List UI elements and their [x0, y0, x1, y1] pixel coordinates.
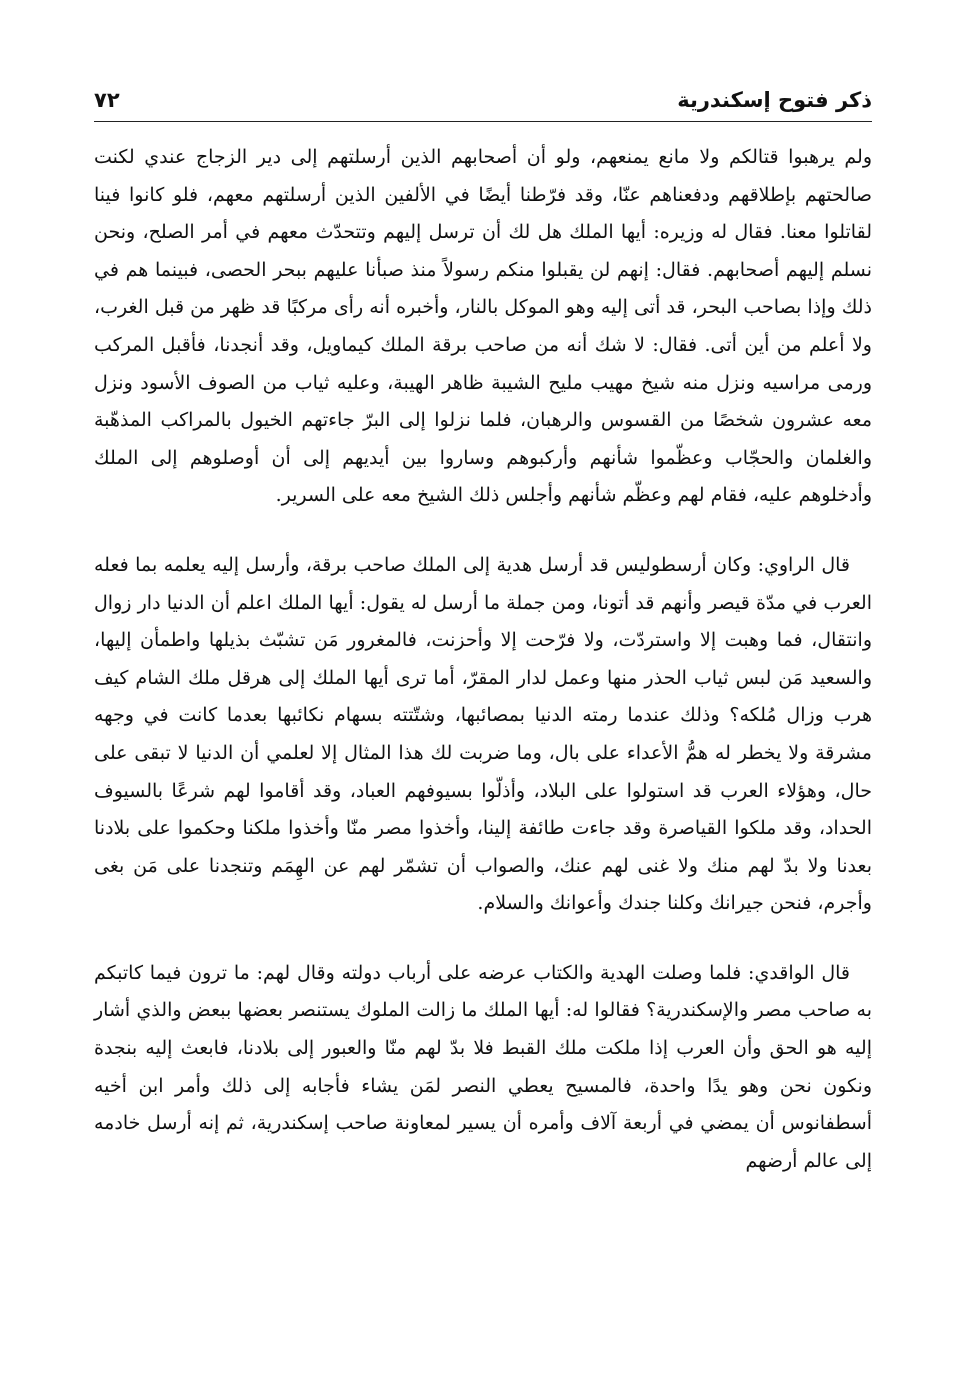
page-number: ٧٢ [94, 88, 120, 112]
page-header [94, 80, 872, 120]
running-title: ذكر فتوح إسكندرية [677, 88, 872, 112]
paragraph-3: قال الواقدي: فلما وصلت الهدية والكتاب عرضه على أرباب دولته وقال لهم: ما ترون فيما كاتبكم به صاحب مصر والإسكندرية؟ فقالوا له: أيها الملك ما زالت الملوك يستنصر بعضها ببعض والذي أشار إليه هو الحق وأن العرب إذا ملكت ملك القبط فلا بدّ لهم منّا والعبور إلى بلادنا، فابعث إليه بنجدة ونكون نحن وهو يدًا واحدة، فالمسيح يعطي النصر لمَن يشاء فأجابه إلى ذلك وأمر ابن أخيه أسطفانوس أن يمضي في أربعة آلاف وأمره أن يسير لمعاونة صاحب إسكندرية، ثم إنه أرسل خادمه إلى عالم أرضهم [94, 961, 872, 1172]
paragraph-2: قال الراوي: وكان أرسطوليس قد أرسل هدية إلى الملك صاحب برقة، وأرسل إليه يعلمه بما فعله العرب في مدّة قيصر وأنهم قد أتونا، ومن جملة ما أرسل له يقول: أيها الملك اعلم أن الدنيا دار زوال وانتقال، فما وهبت إلا واستردّت، ولا فرّحت إلا وأحزنت، فالمغرور مَن تشبّث بذيلها واطمأن إليها، والسعيد مَن لبس ثياب الحذر منها وعمل لدار المقرّ، أما ترى أيها الملك إلى هرقل ملك الشام كيف هرب وزال مُلكه؟ وذلك عندما رمته الدنيا بمصائبها، وشتّتته بسهام نكائبها بعدما كانت في وجهه مشرقة ولا يخطر له همُّ الأعداء على بال، وما ضربت لك هذا المثال إلا لعلمي أن الدنيا لا تبقى على حال، وهؤلاء العرب قد استولوا على البلاد، وأذلّوا بسيوفهم العباد، وقد أقاموا لهم شرعًا بالسيوف الحداد، وقد ملكوا القياصرة وقد جاءت طائفة إلينا، وأخذوا مصر منّا وأخذوا ملكنا وحكموا على بلادنا بعدنا ولا بدّ لهم منك ولا غنى لهم عنك، والصواب أن تشمّر لهم عن الهِمَم وتنجدنا على مَن بغى وأجرم، فنحن جيرانك وكلنا جندك وأعوانك والسلام. [94, 553, 872, 915]
body-text [94, 139, 872, 1180]
header-divider [94, 121, 872, 122]
paragraph-1: ولم يرهبوا قتالكم ولا مانع يمنعهم، ولو أن أصحابهم الذين أرسلتهم إلى دير الزجاج عندي لكنت صالحتهم بإطلاقهم ودفعناهم عنّا، وقد فرّطنا أيضًا في الألفين الذين أرسلتهم معهم، فلو كانوا فينا لقاتلوا معنا. فقال له وزيره: أيها الملك هل لك أن ترسل إليهم وتتحدّث معهم في أمر الصلح، ونحن نسلم إليهم أصحابهم. فقال: إنهم لن يقبلوا منكم رسولاً منذ صبأنا عليهم ببحر الحصى، فبينما هم في ذلك وإذا بصاحب البحر، قد أتى إليه وهو الموكل بالنار، وأخبره أنه رأى مركبًا قد ظهر من قبل الغرب، ولا أعلم من أين أتى. فقال: لا شك أنه من صاحب برقة الملك كيماويل، وقد أنجدنا، فأقبل المركب ورمى مراسيه ونزل منه شيخ مهيب مليح الشيبة ظاهر الهيبة، وعليه ثياب من الصوف الأسود ونزل معه عشرون شخصًا من القسوس والرهبان، فلما نزلوا إلى البرّ جاءتهم الخيول بالمراكب المذهّبة والغلمان والحجّاب وعظّموا شأنهم وأركبوهم وساروا بين أيديهم إلى أن أوصلوهم إلى الملك وأدخلوهم عليه، فقام لهم وعظّم شأنهم وأجلس ذلك الشيخ معه على السرير. [94, 146, 872, 507]
